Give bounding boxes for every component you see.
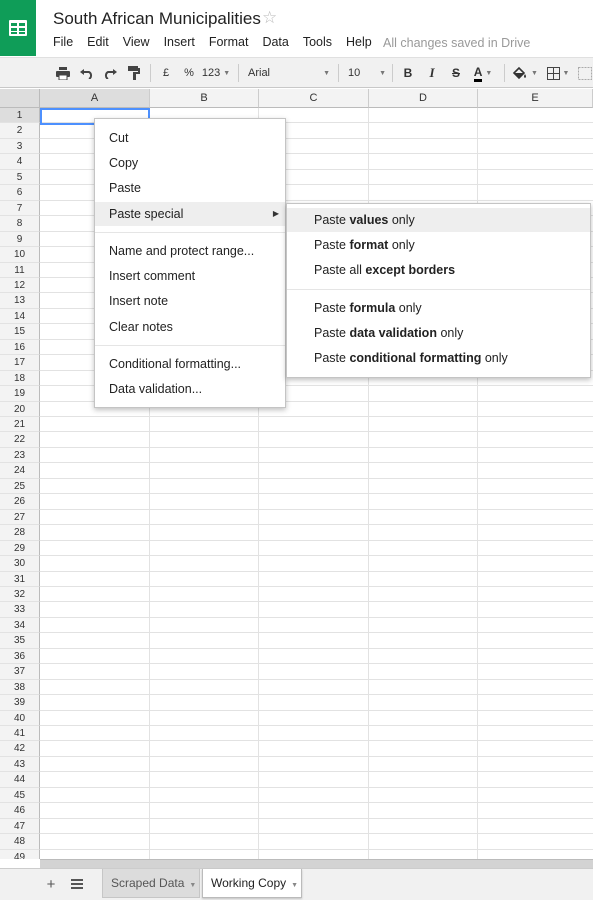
chevron-down-icon: ▼: [223, 69, 231, 77]
menu-item-text: Paste: [314, 351, 350, 365]
menu-item-paste-except-borders[interactable]: [287, 258, 590, 282]
row-header[interactable]: 19: [0, 386, 40, 402]
row-gridline: [40, 462, 593, 463]
more-formats-button[interactable]: [200, 62, 232, 84]
row-gridline: [40, 586, 593, 587]
toolbar-divider: [238, 64, 239, 82]
menu-item-paste-format-only[interactable]: [287, 233, 590, 257]
chevron-down-icon[interactable]: ▼: [291, 882, 299, 889]
merge-cells-icon[interactable]: [576, 62, 593, 84]
menu-item-copy[interactable]: Copy: [109, 156, 139, 170]
menu-tools[interactable]: Tools: [302, 35, 333, 49]
toolbar-divider: [338, 64, 339, 82]
menu-item-text: Paste: [314, 213, 350, 227]
toolbar-divider: [504, 64, 505, 82]
row-gridline: [40, 540, 593, 541]
menu-insert[interactable]: Insert: [163, 35, 195, 49]
row-header[interactable]: 41: [0, 726, 40, 741]
row-header[interactable]: 23: [0, 448, 40, 463]
row-header[interactable]: 13: [0, 293, 40, 309]
row-gridline: [40, 756, 593, 757]
menu-item-emphasis: format: [349, 238, 389, 252]
add-sheet-button[interactable]: +: [46, 876, 56, 893]
row-header[interactable]: 2: [0, 123, 40, 139]
row-header[interactable]: 40: [0, 711, 40, 726]
row-header[interactable]: 32: [0, 587, 40, 602]
menu-format[interactable]: Format: [208, 35, 249, 49]
row-header[interactable]: 34: [0, 618, 40, 633]
toolbar: [0, 57, 593, 88]
paste-special-submenu: [286, 203, 591, 378]
row-header[interactable]: 21: [0, 417, 40, 432]
row-gridline: [40, 555, 593, 556]
row-header[interactable]: 26: [0, 494, 40, 510]
column-header-b[interactable]: B: [150, 89, 259, 108]
menu-item-insert-comment[interactable]: Insert comment: [109, 269, 196, 283]
row-header[interactable]: 4: [0, 154, 40, 170]
font-family-select[interactable]: [248, 62, 330, 84]
menu-item-text: only: [395, 301, 422, 315]
row-gridline: [40, 771, 593, 772]
row-header[interactable]: 1: [0, 108, 40, 123]
row-header[interactable]: 14: [0, 309, 40, 324]
select-all-corner[interactable]: [0, 89, 40, 108]
row-header[interactable]: 6: [0, 185, 40, 201]
menu-item-paste-formula-only[interactable]: [287, 296, 590, 320]
row-gridline: [40, 818, 593, 819]
row-header[interactable]: 28: [0, 525, 40, 541]
row-header[interactable]: 15: [0, 324, 40, 340]
row-header[interactable]: 24: [0, 463, 40, 479]
menu-item-data-validation[interactable]: Data validation...: [109, 382, 203, 396]
sheet-tab-working-copy[interactable]: [202, 869, 302, 898]
row-gridline: [40, 509, 593, 510]
menu-item-emphasis: except borders: [365, 263, 456, 277]
row-header[interactable]: 22: [0, 432, 40, 448]
toolbar-divider: [392, 64, 393, 82]
menu-divider: [95, 345, 285, 346]
row-header[interactable]: 9: [0, 232, 40, 247]
row-header[interactable]: 33: [0, 602, 40, 618]
row-header[interactable]: 30: [0, 556, 40, 572]
column-header-c[interactable]: C: [259, 89, 369, 108]
text-color-icon: A: [474, 65, 483, 82]
sheet-tab-label: Scraped Data: [111, 876, 185, 890]
menu-item-emphasis: conditional formatting: [349, 351, 482, 365]
column-header-e[interactable]: E: [478, 89, 593, 108]
chevron-down-icon[interactable]: ▼: [189, 882, 197, 889]
row-gridline: [40, 493, 593, 494]
row-header[interactable]: 44: [0, 772, 40, 788]
row-gridline: [40, 849, 593, 850]
row-header[interactable]: 35: [0, 633, 40, 649]
sheet-tab-scraped-data[interactable]: [102, 869, 200, 898]
currency-format-button[interactable]: £: [162, 67, 170, 79]
row-gridline: [40, 416, 593, 417]
row-gridline: [40, 571, 593, 572]
row-header[interactable]: 12: [0, 278, 40, 293]
row-gridline: [40, 740, 593, 741]
redo-icon[interactable]: [101, 62, 119, 84]
menu-edit[interactable]: Edit: [87, 35, 109, 49]
row-gridline: [40, 725, 593, 726]
row-header[interactable]: 48: [0, 834, 40, 850]
row-header[interactable]: 27: [0, 510, 40, 525]
document-title[interactable]: South African Municipalities: [53, 9, 261, 28]
undo-icon[interactable]: [78, 62, 96, 84]
chevron-down-icon: ▼: [485, 69, 493, 77]
row-gridline: [40, 710, 593, 711]
row-header[interactable]: 7: [0, 201, 40, 216]
sheet-tab-bar: [0, 868, 593, 900]
borders-icon: [547, 67, 560, 80]
menu-divider: [287, 289, 590, 290]
fill-color-button[interactable]: [510, 62, 540, 84]
strikethrough-button[interactable]: S: [451, 66, 460, 80]
percent-format-button[interactable]: %: [184, 67, 194, 79]
menu-item-emphasis: data validation: [349, 326, 437, 340]
menu-item-cut[interactable]: Cut: [109, 131, 129, 145]
row-gridline: [40, 648, 593, 649]
menu-divider: [95, 232, 285, 233]
row-gridline: [40, 679, 593, 680]
row-header[interactable]: 16: [0, 340, 40, 355]
menu-item-text: only: [481, 351, 508, 365]
row-gridline: [40, 802, 593, 803]
menu-item-text: only: [388, 238, 415, 252]
row-gridline: [40, 601, 593, 602]
sheets-logo-icon[interactable]: [0, 0, 36, 56]
row-header[interactable]: 42: [0, 741, 40, 757]
menu-item-paste-values-only[interactable]: [287, 208, 590, 232]
row-gridline: [40, 663, 593, 664]
save-status[interactable]: All changes saved in Drive: [383, 36, 531, 50]
menu-item-text: only: [388, 213, 415, 227]
menu-item-text: Paste: [314, 301, 350, 315]
more-formats-label: 123: [201, 67, 221, 79]
menu-item-emphasis: values: [349, 213, 389, 227]
row-header[interactable]: 10: [0, 247, 40, 263]
row-header[interactable]: 3: [0, 139, 40, 154]
row-header[interactable]: 31: [0, 572, 40, 587]
row-header[interactable]: 47: [0, 819, 40, 834]
row-header[interactable]: 37: [0, 664, 40, 680]
menu-item-text: only: [436, 326, 464, 340]
menu-item-label: Paste special: [109, 207, 184, 221]
bold-button[interactable]: B: [403, 66, 413, 80]
row-gridline: [40, 787, 593, 788]
toolbar-divider: [150, 64, 151, 82]
row-header[interactable]: 17: [0, 355, 40, 371]
row-gridline: [40, 447, 593, 448]
app-header: [0, 0, 593, 56]
paint-format-icon[interactable]: [125, 62, 143, 84]
menu-item-name-protect-range[interactable]: Name and protect range...: [109, 244, 255, 258]
row-header[interactable]: 29: [0, 541, 40, 556]
row-header[interactable]: 36: [0, 649, 40, 664]
menu-item-emphasis: formula: [349, 301, 396, 315]
row-header[interactable]: 8: [0, 216, 40, 232]
column-header-a[interactable]: A: [40, 89, 150, 108]
star-icon[interactable]: ☆: [262, 8, 278, 27]
row-gridline: [40, 478, 593, 479]
menu-item-paste-special[interactable]: [95, 202, 285, 226]
row-header[interactable]: 49: [0, 850, 40, 859]
font-size-select[interactable]: [348, 62, 386, 84]
text-color-button[interactable]: [468, 62, 498, 84]
font-size-value: 10: [348, 67, 361, 79]
submenu-arrow-icon: ▶: [272, 209, 279, 218]
menu-item-paste[interactable]: Paste: [109, 181, 141, 195]
menu-item-text: Paste: [314, 326, 350, 340]
all-sheets-list-icon[interactable]: [66, 875, 88, 895]
italic-button[interactable]: I: [429, 65, 435, 80]
row-gridline: [40, 833, 593, 834]
menu-help[interactable]: Help: [346, 35, 372, 49]
menu-item-paste-conditional-formatting-only[interactable]: [287, 346, 590, 370]
row-gridline: [40, 431, 593, 432]
menu-view[interactable]: View: [122, 35, 150, 49]
row-header[interactable]: 11: [0, 263, 40, 278]
row-gridline: [40, 524, 593, 525]
row-header[interactable]: 46: [0, 803, 40, 819]
chevron-down-icon: ▼: [323, 69, 330, 77]
font-family-value: Arial: [248, 67, 271, 79]
row-header[interactable]: 38: [0, 680, 40, 695]
menu-item-conditional-formatting[interactable]: Conditional formatting...: [109, 357, 242, 371]
row-header[interactable]: 25: [0, 479, 40, 494]
sheet-tab-label: Working Copy: [211, 876, 287, 890]
menu-item-clear-notes[interactable]: Clear notes: [109, 320, 173, 334]
row-header[interactable]: 5: [0, 170, 40, 185]
row-gridline: [40, 617, 593, 618]
chevron-down-icon: ▼: [562, 69, 570, 77]
menu-file[interactable]: File: [53, 35, 74, 49]
print-icon[interactable]: [54, 62, 72, 84]
borders-button[interactable]: [543, 62, 573, 84]
menu-item-paste-data-validation-only[interactable]: [287, 321, 590, 345]
menu-data[interactable]: Data: [262, 35, 289, 49]
paint-bucket-icon: [512, 66, 528, 80]
context-menu: [94, 118, 286, 408]
menu-item-insert-note[interactable]: Insert note: [109, 294, 169, 308]
menu-item-text: Paste: [314, 238, 350, 252]
row-header[interactable]: 39: [0, 695, 40, 711]
row-header[interactable]: 20: [0, 402, 40, 417]
row-header[interactable]: 45: [0, 788, 40, 803]
column-header-d[interactable]: D: [369, 89, 478, 108]
row-header[interactable]: 18: [0, 371, 40, 386]
chevron-down-icon: ▼: [379, 69, 386, 77]
chevron-down-icon: ▼: [531, 69, 538, 77]
row-header[interactable]: 43: [0, 757, 40, 772]
horizontal-scrollbar[interactable]: [40, 859, 593, 868]
menu-bar: [46, 35, 379, 53]
row-gridline: [40, 694, 593, 695]
row-gridline: [40, 632, 593, 633]
menu-item-text: Paste all: [314, 263, 366, 277]
